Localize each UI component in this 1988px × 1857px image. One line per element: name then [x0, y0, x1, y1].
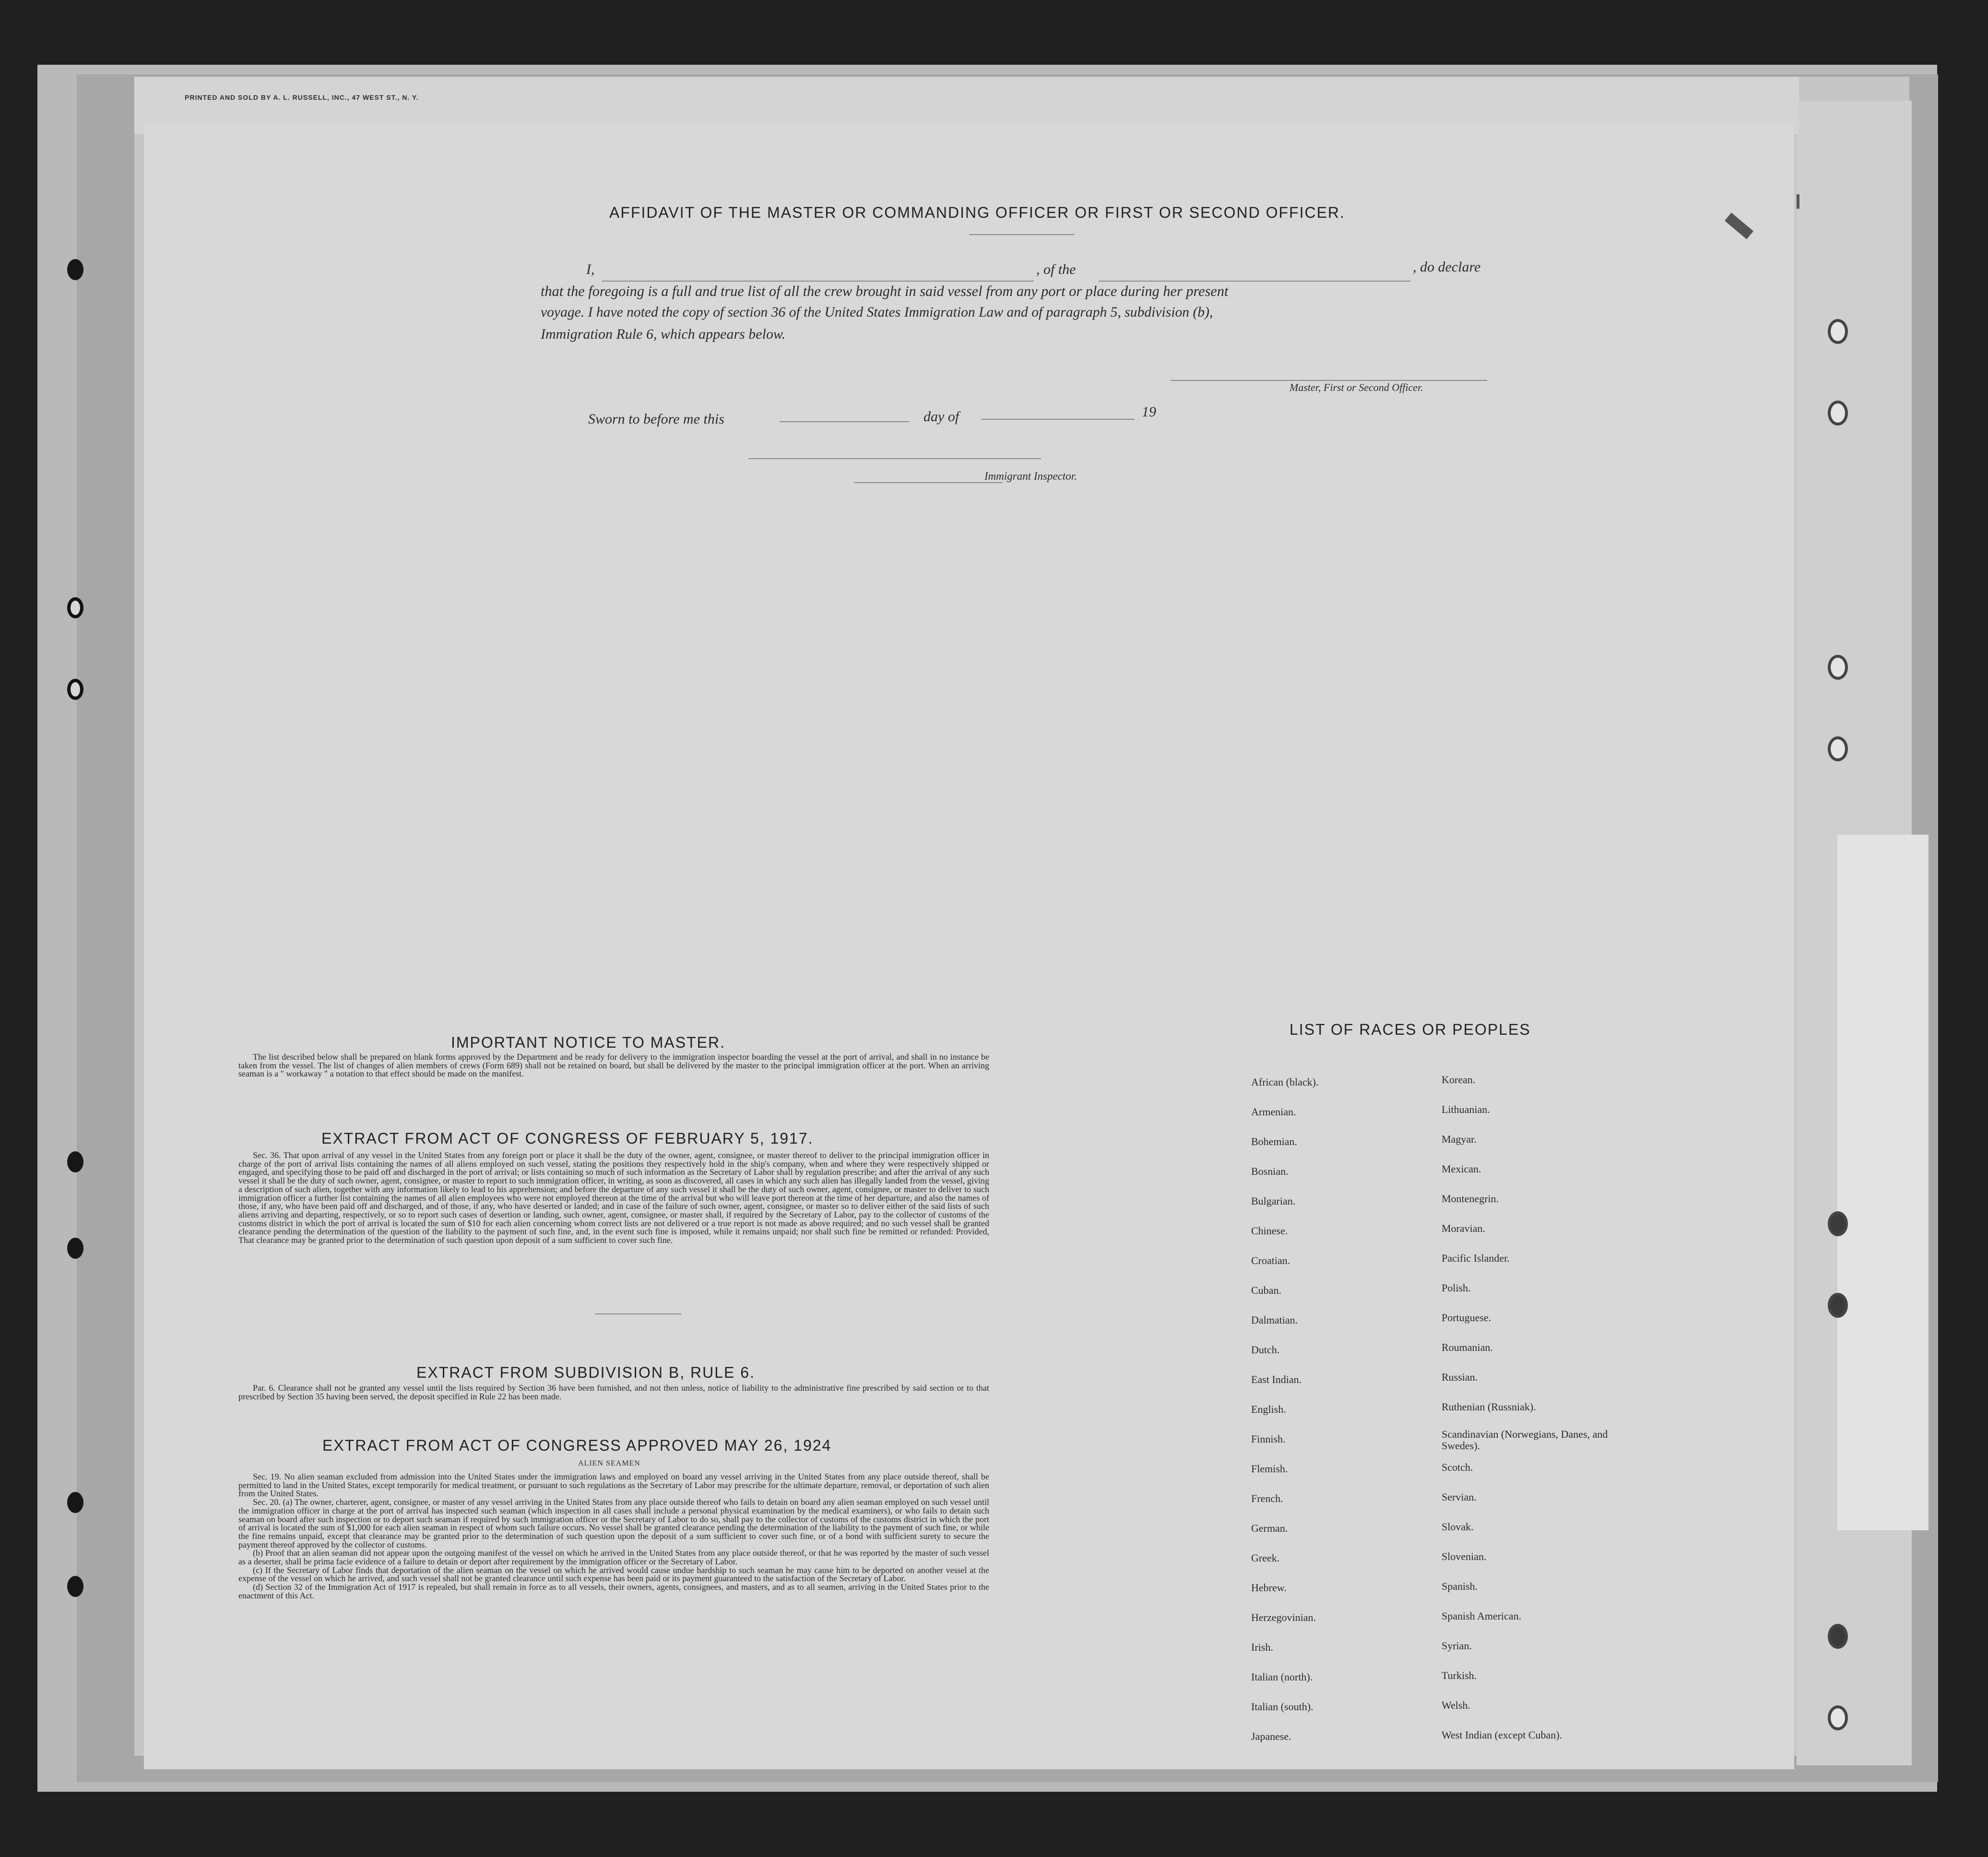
- race-item: Korean.: [1442, 1074, 1476, 1086]
- binder-hole: [67, 1492, 83, 1513]
- race-item: Montenegrin.: [1442, 1193, 1499, 1205]
- section-rule: [595, 1313, 681, 1314]
- affidavit-declare: , do declare: [1413, 259, 1481, 275]
- punch-hole: [1828, 401, 1848, 426]
- race-item: Slovenian.: [1442, 1550, 1487, 1562]
- race-item: Dalmatian.: [1251, 1314, 1298, 1326]
- race-item: East Indian.: [1251, 1373, 1302, 1385]
- name-blank-line[interactable]: [602, 281, 1034, 282]
- punch-hole: [1828, 655, 1848, 680]
- race-item: Bosnian.: [1251, 1165, 1289, 1177]
- sec-36-paragraph: Sec. 36. That upon arrival of any vessel in the United States from any foreign port or place it shall be the duty of the owner, agent, consignee, or master thereof to deliver to the principal immigration officer in charge of the port of arrival lists containing the names of all aliens employed on such vessel, stating the positions they respectively hold in the ship's company, when and where they were respectively shipped or engaged, and specifying those to be paid off and discharged in the port of arrival; or lists containing so much of such information as the Secretary of Labor shall by regulation prescribe; and after the arrival of any such vessel it shall be the duty of such owner, agent, consignee, or master to report to such immigration officer, in writing, as soon as discovered, all cases in which any such alien has illegally landed from the vessel, giving a description of such alien, together with any information likely to lead to his apprehension; and before the departure of any such vessel it shall be the duty of such owner, agent, consignee, or master to deliver to such immigration officer a further list containing the names of all alien employees who were not employed thereon at the time of the arrival but who will leave port thereon at the time of her departure, and also the names of those, if any, who have been paid off and discharged, and of those, if any, who have deserted or landed; and in case of the failure of such owner, agent, consignee, or master so to deliver either of the said lists of such aliens arriving and departing, respectively, or so to report such cases of desertion or landing, such owner, agent, consignee, or master shall, if required by the Secretary of Labor, pay to the collector of customs of the customs district in which the port of arrival is located the sum of $10 for each alien concerning whom correct lists are not delivered or a true report is not made as above required; and no such vessel shall be granted clearance pending the determination of the question of the liability to the payment of such fine, and, in the event such fine is imposed, while it remains unpaid; nor shall such fine be remitted or refunded: Provided, That clearance may be granted prior to the determination of such question upon deposit of a sum sufficient to cover such fine.: [238, 1150, 989, 1245]
- punch-hole: [1828, 319, 1848, 344]
- race-item: Bulgarian.: [1251, 1195, 1296, 1207]
- extract-rule6-text: [238, 1384, 989, 1401]
- race-item: Welsh.: [1442, 1699, 1470, 1711]
- binder-hole: [67, 259, 83, 280]
- race-item: Croatian.: [1251, 1254, 1290, 1266]
- race-item: Dutch.: [1251, 1344, 1280, 1356]
- binder-hole: [67, 1576, 83, 1597]
- race-item: Ruthenian (Russniak).: [1442, 1401, 1536, 1413]
- punch-hole: [1828, 1705, 1848, 1730]
- race-item: Italian (north).: [1251, 1671, 1313, 1683]
- affidavit-line-2: that the foregoing is a full and true list of all the crew brought in said vessel from any port or place during her present: [541, 283, 1229, 299]
- sec-20c-paragraph: (c) If the Secretary of Labor finds that deportation of the alien seaman on the vessel on which he arrived would cause undue hardship to such seaman he may cause him to be deported on another vessel at the expense of the vessel on which he arrived, and such vessel shall not be granted clearance until such expense has been paid or its payment guaranteed to the satisfaction of the Secretary of Labor.: [238, 1565, 989, 1584]
- race-item: Russian.: [1442, 1371, 1478, 1383]
- race-item: Lithuanian.: [1442, 1103, 1490, 1115]
- notice-title: IMPORTANT NOTICE TO MASTER.: [451, 1034, 725, 1051]
- ink-mark: [1797, 194, 1799, 209]
- extract-rule6-title: EXTRACT FROM SUBDIVISION B, RULE 6.: [416, 1364, 755, 1381]
- notice-text: [238, 1053, 989, 1078]
- binder-hole: [67, 597, 83, 618]
- inspector-rule: [854, 482, 1003, 483]
- notice-paragraph: The list described below shall be prepared on blank forms approved by the Department and be ready for delivery to the immigration inspector boarding the vessel at the port of arrival, and shall in no instance be taken from the vessel. The list of changes of alien members of crews (Form 689) shall not be retained on board, but shall be delivered by the master to the principal immigration officer at the port. When an arriving seaman is a " workaway " a notation to that effect should be made on the manifest.: [238, 1052, 989, 1079]
- punch-hole: [1828, 736, 1848, 761]
- race-item: Bohemian.: [1251, 1135, 1297, 1147]
- vessel-blank-line[interactable]: [1099, 281, 1410, 282]
- par-6-paragraph: Par. 6. Clearance shall not be granted any vessel until the lists required by Section 36 have been furnished, and not then unless, notice of liability to the administrative fine prescribed by said section or to that prescribed by Section 35 having been served, the deposit specified in Rule 22 has been made.: [238, 1383, 989, 1401]
- day-of-text: day of: [923, 409, 959, 425]
- race-item: Syrian.: [1442, 1640, 1472, 1652]
- race-item: Italian (south).: [1251, 1701, 1314, 1713]
- race-item: Scandinavian (Norwegians, Danes, and Swedes).: [1442, 1428, 1608, 1452]
- race-item: Finnish.: [1251, 1433, 1286, 1445]
- race-item: Irish.: [1251, 1641, 1273, 1653]
- sworn-text: Sworn to before me this: [588, 411, 724, 427]
- title-rule: [969, 234, 1075, 235]
- race-item: German.: [1251, 1522, 1288, 1534]
- race-item: Japanese.: [1251, 1730, 1291, 1742]
- race-item: West Indian (except Cuban).: [1442, 1729, 1562, 1741]
- race-item: Chinese.: [1251, 1225, 1288, 1237]
- races-title: LIST OF RACES OR PEOPLES: [1290, 1021, 1531, 1038]
- inspector-label: Immigrant Inspector.: [984, 470, 1077, 482]
- race-item: Magyar.: [1442, 1133, 1477, 1145]
- year-prefix: 19: [1142, 404, 1156, 420]
- extract-1917-title: EXTRACT FROM ACT OF CONGRESS OF FEBRUARY 5, 1917.: [321, 1130, 814, 1147]
- master-signature-label: Master, First or Second Officer.: [1290, 381, 1423, 393]
- race-item: Hebrew.: [1251, 1582, 1287, 1594]
- inspector-signature-line[interactable]: [748, 458, 1041, 459]
- affidavit-title: AFFIDAVIT OF THE MASTER OR COMMANDING OFFICER OR FIRST OR SECOND OFFICER.: [609, 204, 1345, 221]
- race-item: Slovak.: [1442, 1521, 1474, 1533]
- binder-hole: [67, 1151, 83, 1172]
- race-item: Portuguese.: [1442, 1312, 1491, 1324]
- affidavit-line-3: voyage. I have noted the copy of section 36 of the United States Immigration Law and of paragraph 5, subdivision (b),: [541, 305, 1213, 320]
- printer-credit: PRINTED AND SOLD BY A. L. RUSSELL, INC., 47 WEST ST., N. Y.: [185, 94, 419, 101]
- torn-paper-edge: [1837, 835, 1929, 1530]
- race-item: Spanish.: [1442, 1580, 1478, 1592]
- affidavit-i: I,: [586, 261, 595, 277]
- race-item: Roumanian.: [1442, 1341, 1493, 1353]
- sworn-day-blank[interactable]: [780, 421, 909, 422]
- race-item: Mexican.: [1442, 1163, 1481, 1175]
- race-item: Greek.: [1251, 1552, 1280, 1564]
- race-item: Polish.: [1442, 1282, 1471, 1294]
- race-item: Servian.: [1442, 1491, 1477, 1503]
- punch-hole: [1828, 1624, 1848, 1649]
- sec-20a-paragraph: Sec. 20. (a) The owner, charterer, agent, consignee, or master of any vessel arriving in the United States from any place outside thereof who fails to detain on board any alien seaman employed on such vessel until the immigration officer in charge at the port of arrival has inspected such seaman (which inspection in all cases shall include a personal physical examination by the medical examiners), or who fails to detain such seaman on board after such inspection or to deport such seaman if required by such immigration officer or the Secretary of Labor to do so, shall pay to the collector of customs of the customs district in which the port of arrival is located the sum of $1,000 for each alien seaman in respect of whom such failure occurs. No vessel shall be granted clearance pending the determination of the liability to the payment of such fine, or while the fine remains unpaid, except that clearance may be granted prior to the determination of such question upon the deposit of a sum sufficient to cover such fine, or of a bond with sufficient surety to secure the payment thereof approved by the collector of customs.: [238, 1497, 989, 1549]
- race-item: African (black).: [1251, 1076, 1319, 1088]
- master-signature-line[interactable]: [1171, 380, 1487, 381]
- affidavit-line-4: Immigration Rule 6, which appears below.: [541, 326, 786, 342]
- race-item: Scotch.: [1442, 1461, 1473, 1473]
- affidavit-of-the: , of the: [1036, 261, 1076, 277]
- race-item: Armenian.: [1251, 1106, 1296, 1118]
- sec-20d-paragraph: (d) Section 32 of the Immigration Act of 1917 is repealed, but shall remain in force as to all vessels, their owners, agents, consignees, and masters, and as to all seamen, arriving in the United States prior to the enactment of this Act.: [238, 1582, 989, 1600]
- sec-20b-paragraph: (b) Proof that an alien seaman did not appear upon the outgoing manifest of the vessel on which he arrived in the United States from any place outside thereof, or that he was reported by the master of such vessel as a deserter, shall be prima facie evidence of a failure to detain or deport after requirement by the immigration officer or the Secretary of Labor.: [238, 1548, 989, 1567]
- race-item: Turkish.: [1442, 1669, 1477, 1681]
- binder-hole: [67, 1238, 83, 1259]
- extract-1917-text: [238, 1151, 989, 1245]
- punch-hole: [1828, 1293, 1848, 1318]
- race-item: Moravian.: [1442, 1222, 1486, 1234]
- binder-hole: [67, 679, 83, 700]
- race-item: English.: [1251, 1403, 1286, 1415]
- race-item: Pacific Islander.: [1442, 1252, 1510, 1264]
- race-item: Flemish.: [1251, 1463, 1288, 1475]
- race-item: Cuban.: [1251, 1284, 1281, 1296]
- race-item: French.: [1251, 1492, 1283, 1504]
- month-blank[interactable]: [981, 419, 1135, 420]
- extract-1924-text: [238, 1473, 989, 1600]
- alien-seamen-subtitle: ALIEN SEAMEN: [578, 1459, 640, 1467]
- extract-1924-title: EXTRACT FROM ACT OF CONGRESS APPROVED MAY 26, 1924: [322, 1437, 832, 1454]
- race-item: Herzegovinian.: [1251, 1611, 1316, 1623]
- race-item: Spanish American.: [1442, 1610, 1522, 1622]
- sec-19-paragraph: Sec. 19. No alien seaman excluded from admission into the United States under the immigration laws and employed on board any vessel arriving in the United States from any place outside thereof, shall be permitted to land in the United States, except temporarily for medical treatment, or pursuant to such regulations as the Secretary of Labor may prescribe for the ultimate departure, removal, or deportation of such alien from the United States.: [238, 1472, 989, 1499]
- punch-hole: [1828, 1211, 1848, 1236]
